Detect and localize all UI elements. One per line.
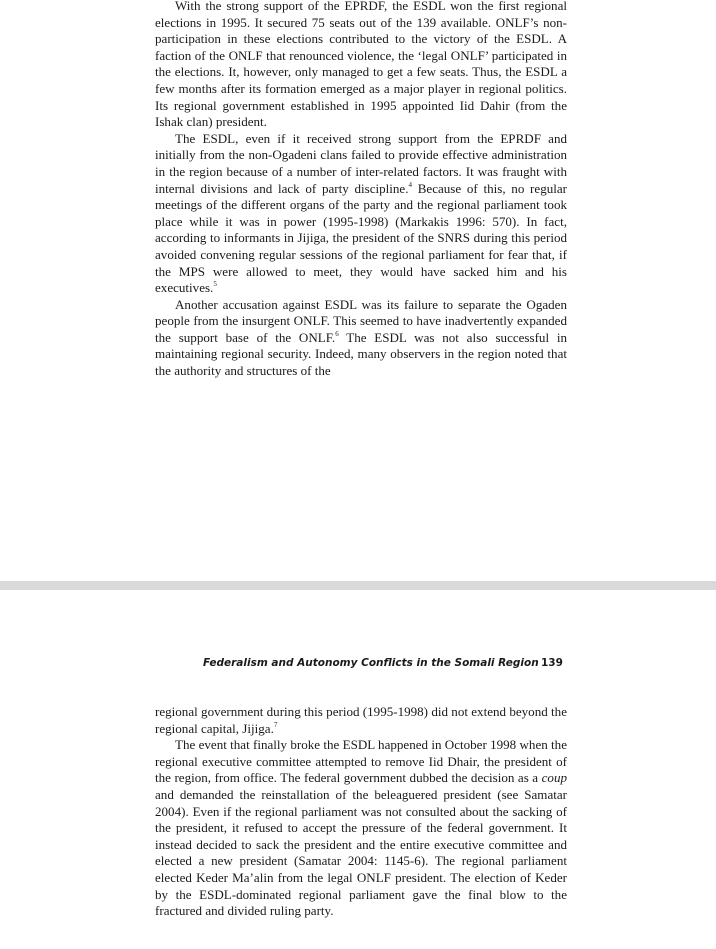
paragraph (155, 0, 567, 131)
footnote-ref[interactable]: 5 (213, 280, 217, 289)
footnote-ref[interactable]: 7 (273, 720, 278, 729)
footnote-ref[interactable]: 4 (408, 180, 412, 189)
running-head (0, 657, 716, 673)
footnote-ref[interactable]: 6 (335, 329, 339, 338)
body-text-bottom (155, 704, 567, 920)
italic-term: coup (541, 770, 567, 786)
paragraph (155, 131, 567, 297)
text-run: The ESDL was not also successful in maintaining regional security. Indeed, many observers in the region noted that the authority and structures of the (155, 329, 568, 379)
text-run: With the strong support of the EPRDF, the ESDL won the first regional elections in 1995. It secured 75 seats out of the 139 available. ONLF’s non-participation in these elections contributed to the victory of the ESDL. A faction of the ONLF that renounced violence, the ‘legal ONLF’ participated in the elections. It, however, only managed to get a few seats. Thus, the ESDL a few months after its formation emerged as a major player in regional politics. Its regional government established in 1995 appointed Iid Dahir (from the Ishak clan) president. (155, 0, 567, 130)
text-run: and demanded the reinstallation of the beleaguered president (see Samatar 2004). Even if the regional parliament was not consulted about the sacking of the president, it refused to accept the pressure of the federal government. It instead decided to sack the president and the entire executive committee and elected a new president (Samatar 2004: 1145-6). The regional parliament elected Keder Ma’alin from the legal ONLF president. The election of Keder by the ESDL-dominated regional parliament gave the final blow to the fractured and divided ruling party. (155, 786, 567, 919)
running-head-title: Federalism and Autonomy Conflicts in the Somali Region (203, 657, 539, 669)
paragraph (155, 737, 567, 920)
page-bottom (0, 590, 716, 949)
text-run: The event that finally broke the ESDL happened in October 1998 when the regional executive committee attempted to remove Iid Dhair, the president of the region, from office. The federal government dubbed the decision as a (155, 737, 567, 786)
body-text-top (155, 0, 567, 380)
paragraph (155, 297, 567, 380)
paragraph (155, 704, 567, 737)
text-run: regional government during this period (1995-1998) did not extend beyond the regional capital, Jijiga. (155, 704, 567, 736)
text-run: The ESDL, even if it received strong support from the EPRDF and initially from the non-Ogadeni clans failed to provide effective administration in the region because of a number of inter-related factors. It was fraught with internal divisions and lack of party discipline. (155, 130, 567, 196)
text-run: Because of this, no regular meetings of the different organs of the party and the regional parliament took place while it was in power (1995-1998) (Markakis 1996: 570). In fact, according to informants in Jijiga, the president of the SNRS during this period avoided convening regular sessions of the regional parliament for fear that, if the MPS were allowed to meet, they would have sacked him and his executives. (155, 180, 568, 296)
page-number: 139 (541, 657, 563, 669)
text-run: Another accusation against ESDL was its failure to separate the Ogaden people from the insurgent ONLF. This seemed to have inadvertently expanded the support base of the ONLF. (155, 296, 567, 345)
page-separator (0, 581, 716, 590)
